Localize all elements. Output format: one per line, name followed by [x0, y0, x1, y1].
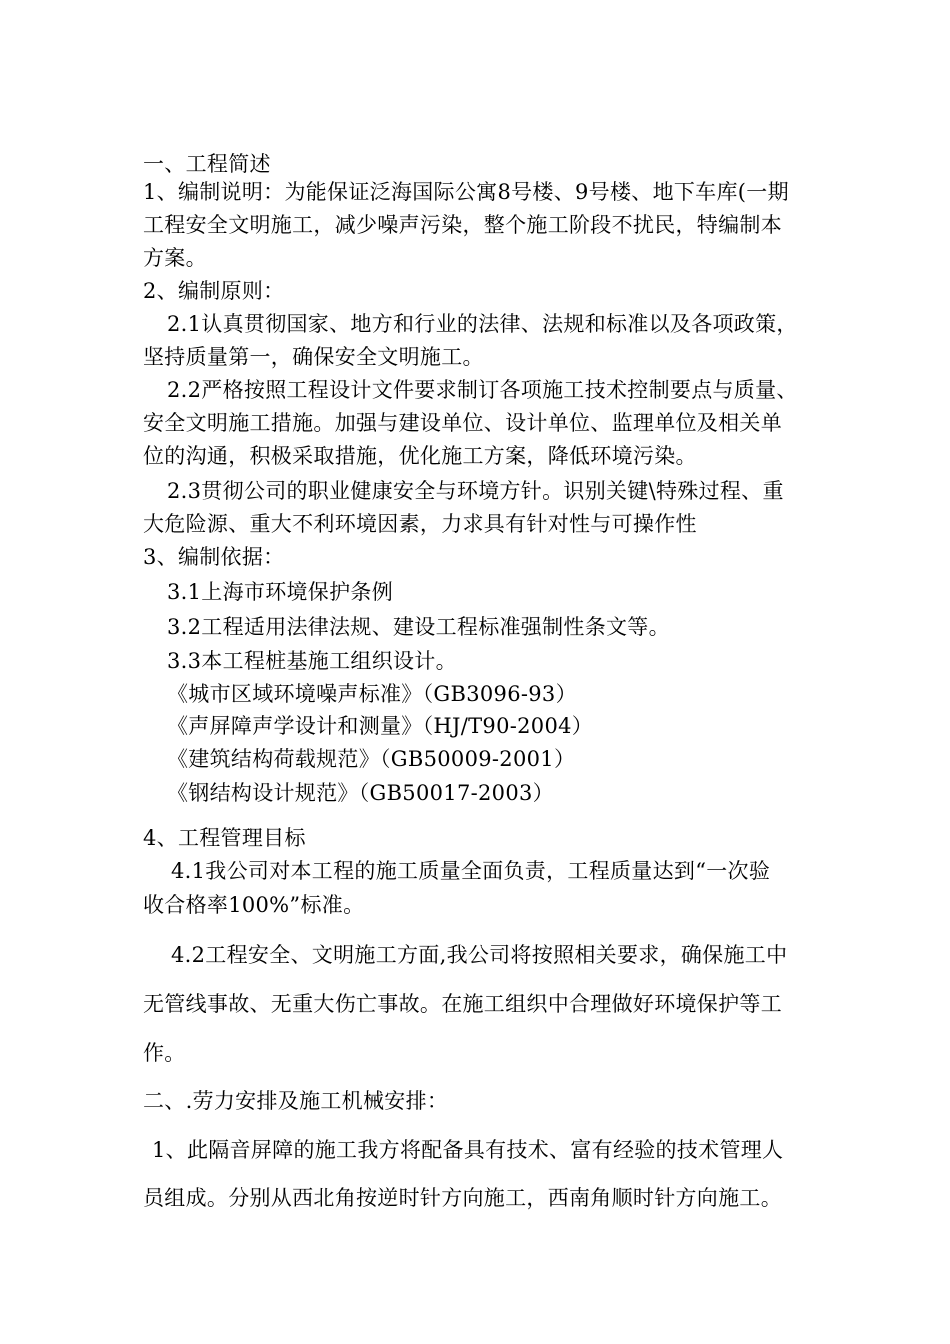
- list-item: 3.1上海市环境保护条例: [167, 580, 393, 604]
- paragraph-line: 位的沟通，积极采取措施，优化施工方案，降低环境污染。: [143, 444, 697, 468]
- paragraph-line: 方案。: [143, 246, 207, 270]
- paragraph-line: 2.3贯彻公司的职业健康安全与环境方针。识别关键\特殊过程、重: [167, 479, 784, 503]
- paragraph-line: 安全文明施工措施。加强与建设单位、设计单位、监理单位及相关单: [143, 411, 782, 435]
- subheading-principles: 2、编制原则：: [143, 279, 285, 303]
- paragraph-line: 工程安全文明施工，减少噪声污染，整个施工阶段不扰民，特编制本: [143, 213, 782, 237]
- paragraph-line: 1、编制说明：为能保证泛海国际公寓8号楼、9号楼、地下车库(一期: [143, 180, 789, 204]
- paragraph-line: 作。: [143, 1041, 186, 1065]
- paragraph-line: 4.1我公司对本工程的施工质量全面负责，工程质量达到“一次验: [171, 859, 771, 883]
- standard-reference: 《城市区域环境噪声标准》（GB3096-93）: [167, 682, 577, 706]
- standard-reference: 《钢结构设计规范》（GB50017-2003）: [167, 781, 554, 805]
- paragraph-line: 4.2工程安全、文明施工方面,我公司将按照相关要求，确保施工中: [171, 943, 788, 967]
- standard-reference: 《声屏障声学设计和测量》（HJ/T90-2004）: [167, 714, 594, 738]
- list-item: 3.3本工程桩基施工组织设计。: [167, 649, 457, 673]
- paragraph-line: 大危险源、重大不利环境因素，力求具有针对性与可操作性: [143, 512, 697, 536]
- paragraph-line: 无管线事故、无重大伤亡事故。在施工组织中合理做好环境保护等工: [143, 992, 782, 1016]
- subheading-management-goals: 4、工程管理目标: [143, 826, 306, 850]
- section-heading-project-overview: 一、工程简述: [143, 152, 271, 176]
- paragraph-line: 收合格率100%”标准。: [143, 893, 365, 917]
- section-heading-labor-machinery: 二、.劳力安排及施工机械安排：: [143, 1089, 449, 1113]
- paragraph-line: 2.1认真贯彻国家、地方和行业的法律、法规和标准以及各项政策，: [167, 312, 798, 336]
- list-item: 3.2工程适用法律法规、建设工程标准强制性条文等。: [167, 615, 670, 639]
- subheading-basis: 3、编制依据：: [143, 545, 285, 569]
- standard-reference: 《建筑结构荷载规范》（GB50009-2001）: [167, 747, 576, 771]
- paragraph-line: 坚持质量第一，确保安全文明施工。: [143, 345, 484, 369]
- paragraph-line: 2.2严格按照工程设计文件要求制订各项施工技术控制要点与质量、: [167, 378, 798, 402]
- paragraph-line: 员组成。分别从西北角按逆时针方向施工，西南角顺时针方向施工。: [143, 1186, 782, 1210]
- paragraph-line: 1、此隔音屏障的施工我方将配备具有技术、富有经验的技术管理人: [152, 1138, 784, 1162]
